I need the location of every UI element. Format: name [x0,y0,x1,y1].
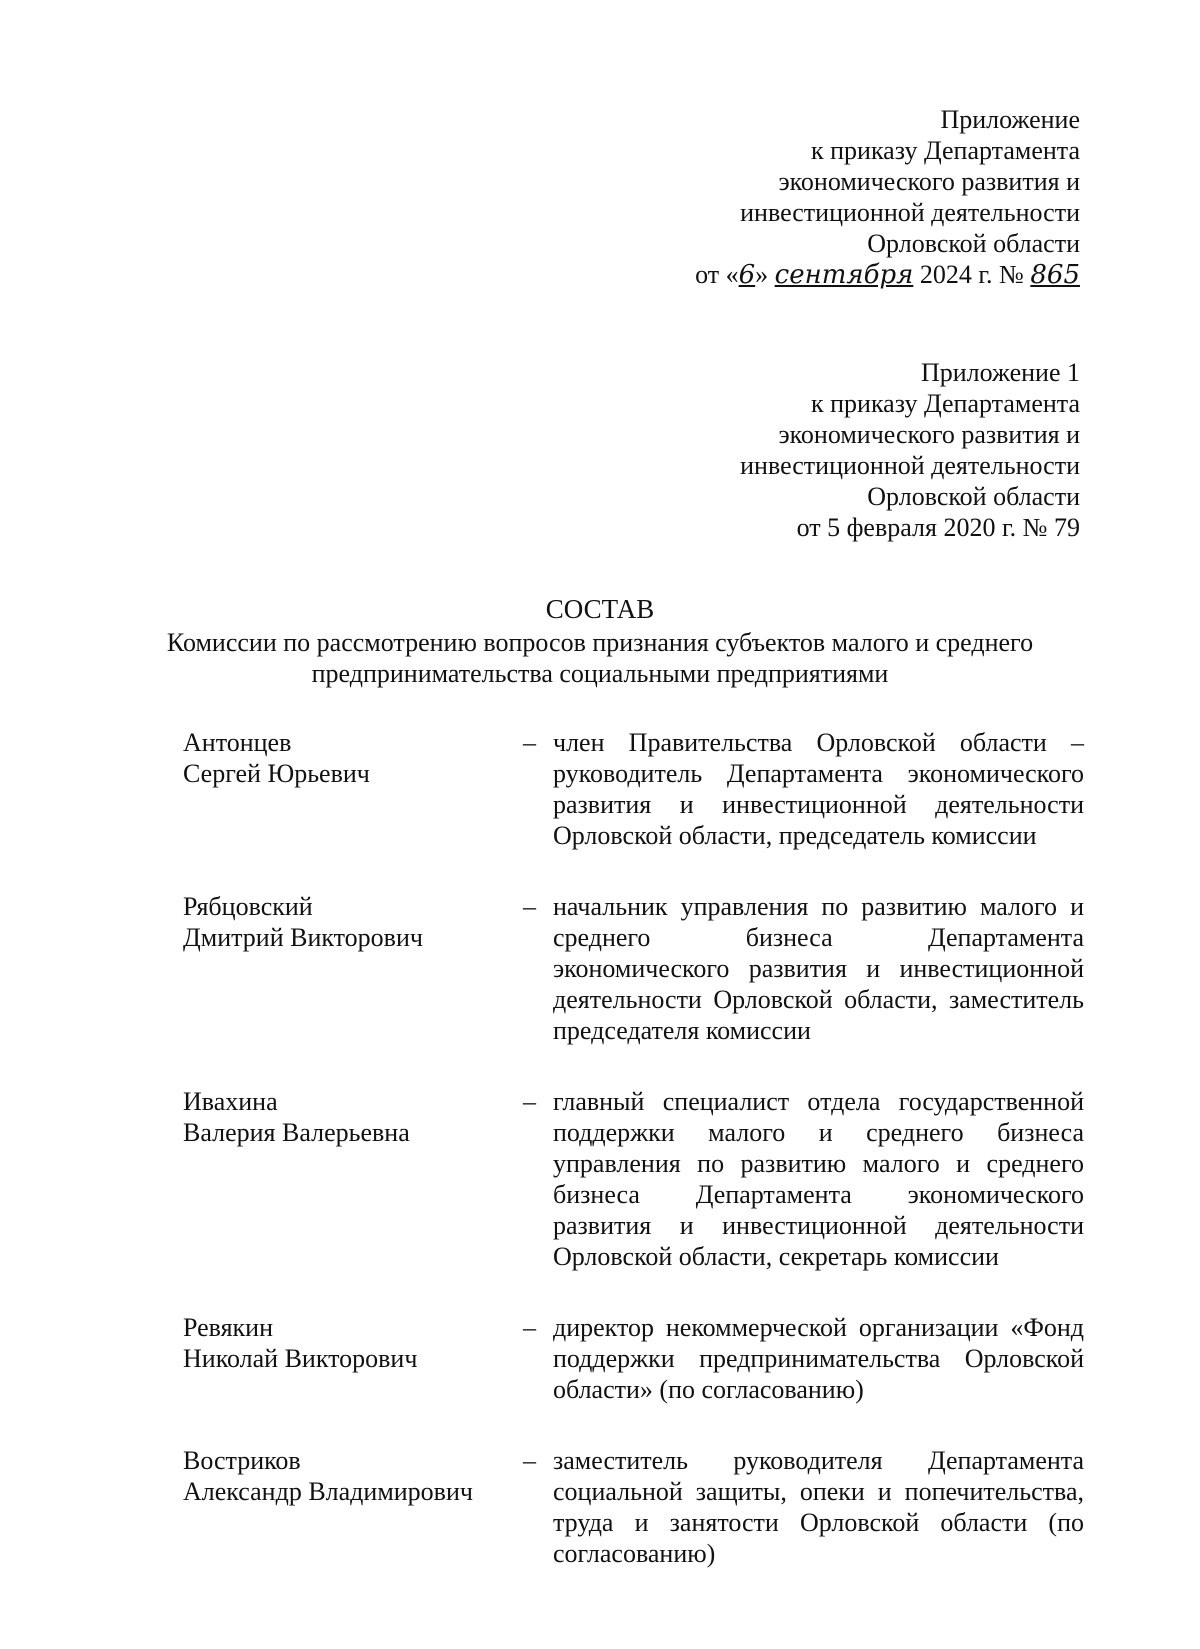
member-dash: – [523,1446,536,1475]
appendix-line: экономического развития и [778,420,1080,449]
member-surname: Рябцовский [183,892,313,921]
member-row [183,1086,1084,1272]
handwritten-month: сентября [774,260,914,290]
member-name [183,1445,523,1569]
title-sub: Комиссии по рассмотрению вопросов признания субъектов малого и среднего предпринимательства социальными предприятиями [166,628,1034,688]
appendix-line: инвестиционной деятельности [740,198,1080,227]
member-dash: – [523,1087,536,1116]
member-name [183,891,523,1046]
member-surname: Ревякин [183,1313,274,1342]
appendix-line: Орловской области [867,229,1080,258]
date-quote: » [755,260,769,289]
member-surname: Антонцев [183,728,292,757]
member-name [183,727,523,851]
member-name [183,1086,523,1272]
member-list [183,727,1084,1609]
appendix-header [695,104,1080,291]
member-surname: Востриков [183,1446,301,1475]
member-dash: – [523,892,536,921]
appendix-line: Орловской области [867,482,1080,511]
member-given-name: Дмитрий Викторович [183,923,423,952]
member-name [183,1312,523,1405]
member-role: директор некоммерческой организации «Фонд поддержки предпринимательства Орловской области» (по согласованию) [553,1313,1084,1404]
member-row [183,1445,1084,1569]
member-given-name: Сергей Юрьевич [183,759,370,788]
member-surname: Ивахина [183,1087,278,1116]
appendix-line: инвестиционной деятельности [740,451,1080,480]
member-dash: – [523,728,536,757]
order-date-line [695,259,1080,291]
member-row [183,727,1084,851]
member-row [183,891,1084,1046]
handwritten-number: 865 [1030,260,1080,290]
member-role: главный специалист отдела государственной поддержки малого и среднего бизнеса управления по развитию малого и среднего бизнеса Департамента экономического развития и инвестиционной деятельности Орловской области, секретарь комиссии [553,1087,1084,1271]
composition-title [130,594,1070,689]
year-number-label: 2024 г. № [919,260,1024,289]
appendix-line: экономического развития и [778,167,1080,196]
member-role: начальник управления по развитию малого и среднего бизнеса Департамента экономического развития и инвестиционной деятельности Орловской области, заместитель председателя комиссии [553,892,1084,1045]
member-given-name: Николай Викторович [183,1344,418,1373]
member-row [183,1312,1084,1405]
appendix-line: к приказу Департамента [810,389,1080,418]
date-prefix: от « [695,260,739,289]
member-dash: – [523,1313,536,1342]
member-given-name: Александр Владимирович [183,1477,473,1506]
member-role: заместитель руководителя Департамента социальной защиты, опеки и попечительства, труда и занятости Орловской области (по согласованию) [553,1446,1084,1568]
member-role: член Правительства Орловской области – руководитель Департамента экономического развития и инвестиционной деятельности Орловской области, председатель комиссии [553,728,1084,850]
appendix-line: Приложение [940,105,1080,134]
member-given-name: Валерия Валерьевна [183,1118,410,1147]
appendix-1-header [740,357,1080,543]
appendix-line: Приложение 1 [920,358,1080,387]
appendix-line: от 5 февраля 2020 г. № 79 [796,513,1080,542]
appendix-line: к приказу Департамента [810,136,1080,165]
title-main: СОСТАВ [545,594,655,624]
handwritten-day: 6 [738,260,756,290]
